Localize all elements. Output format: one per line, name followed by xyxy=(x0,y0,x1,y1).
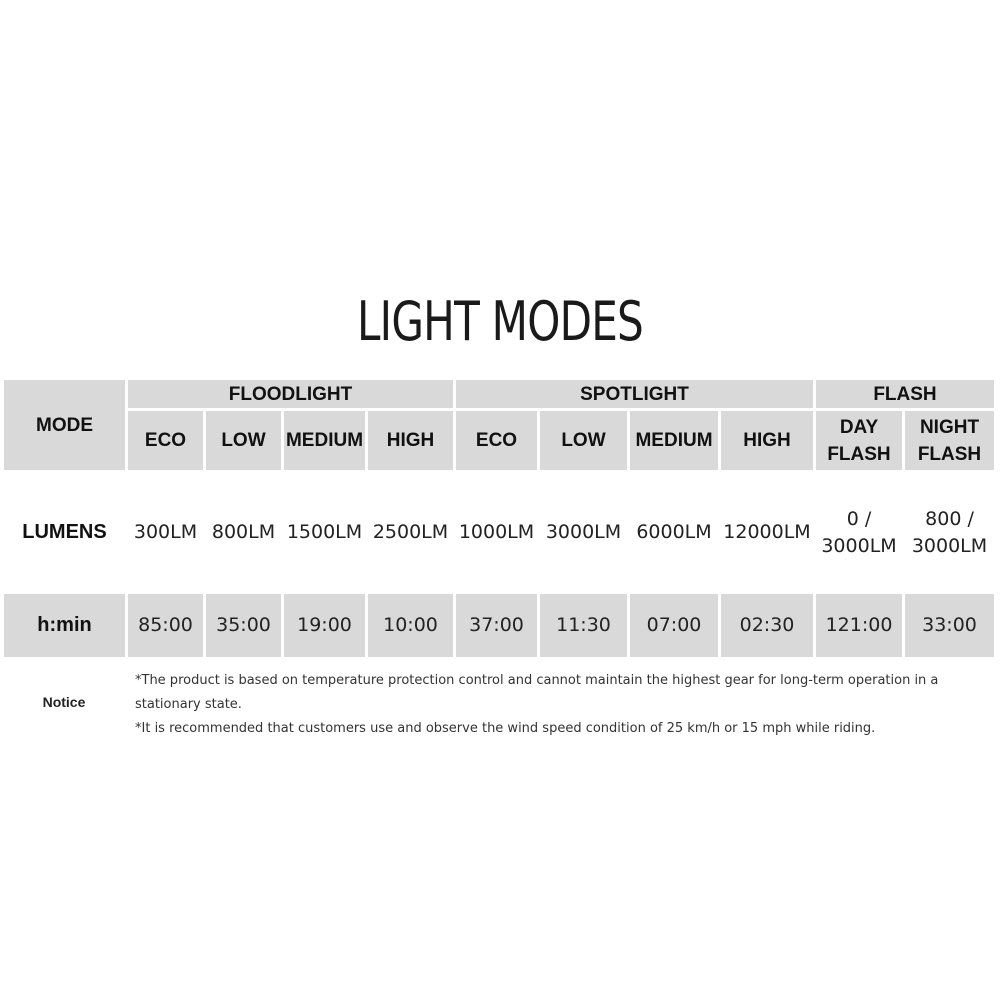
table-cell: 121:00 xyxy=(816,594,902,657)
column-header xyxy=(905,411,994,470)
table-cell: 33:00 xyxy=(905,594,994,657)
column-header xyxy=(128,411,203,470)
column-label: ECO xyxy=(475,430,518,451)
column-header xyxy=(630,411,718,470)
row-label: LUMENS xyxy=(22,521,107,543)
table-cell: 2500LM xyxy=(372,521,449,543)
column-label: ECO xyxy=(144,430,187,451)
column-label: LOW xyxy=(561,430,606,451)
table-cell: 800LM xyxy=(211,521,276,543)
table-cell: 02:30 xyxy=(721,594,813,657)
group-label: FLASH xyxy=(873,383,937,405)
table-cell: 800 / 3000LM xyxy=(911,507,988,557)
column-label: LOW xyxy=(221,430,266,451)
column-label: NIGHT FLASH xyxy=(917,416,982,465)
column-header xyxy=(368,411,453,470)
column-label: MEDIUM xyxy=(635,430,713,451)
table-cell: 85:00 xyxy=(128,594,203,657)
column-header xyxy=(284,411,365,470)
table-cell: 37:00 xyxy=(456,594,537,657)
table-cell: 3000LM xyxy=(545,521,622,543)
table-cell: 12000LM xyxy=(723,521,811,543)
row-label-hmin xyxy=(4,594,125,657)
column-header xyxy=(721,411,813,470)
column-header xyxy=(456,411,537,470)
mode-header xyxy=(4,380,125,470)
column-label: HIGH xyxy=(386,430,435,451)
column-label: MEDIUM xyxy=(285,430,364,451)
table-cell: 11:30 xyxy=(540,594,627,657)
notice-label: Notice xyxy=(42,694,86,710)
table-cell: 1500LM xyxy=(286,521,363,543)
page-title: LIGHT MODES xyxy=(356,290,644,353)
table-cell: 07:00 xyxy=(630,594,718,657)
table-cell: 0 / 3000LM xyxy=(821,507,897,557)
column-label: HIGH xyxy=(743,430,791,451)
table-cell: 10:00 xyxy=(368,594,453,657)
row-label: h:min xyxy=(37,614,92,636)
column-header xyxy=(206,411,281,470)
group-label: SPOTLIGHT xyxy=(580,383,689,405)
row-label-lumens xyxy=(4,490,125,575)
group-header-floodlight xyxy=(128,380,453,408)
table-cell: 1000LM xyxy=(458,521,535,543)
group-header-flash xyxy=(816,380,994,408)
notice-line: *The product is based on temperature protection control and cannot maintain the highest gear for long-term operation in a stationary state. xyxy=(135,673,939,712)
table-cell: 35:00 xyxy=(206,594,281,657)
column-label: DAY FLASH xyxy=(827,416,891,465)
group-header-spotlight xyxy=(456,380,813,408)
table-cell: 300LM xyxy=(133,521,198,543)
column-header xyxy=(540,411,627,470)
column-header xyxy=(816,411,902,470)
table-cell: 6000LM xyxy=(636,521,712,543)
table-cell: 19:00 xyxy=(284,594,365,657)
mode-label: MODE xyxy=(36,414,93,436)
notice-line: *It is recommended that customers use and observe the wind speed condition of 25 km/h or 15 mph while riding. xyxy=(135,721,876,736)
group-label: FLOODLIGHT xyxy=(228,383,353,405)
